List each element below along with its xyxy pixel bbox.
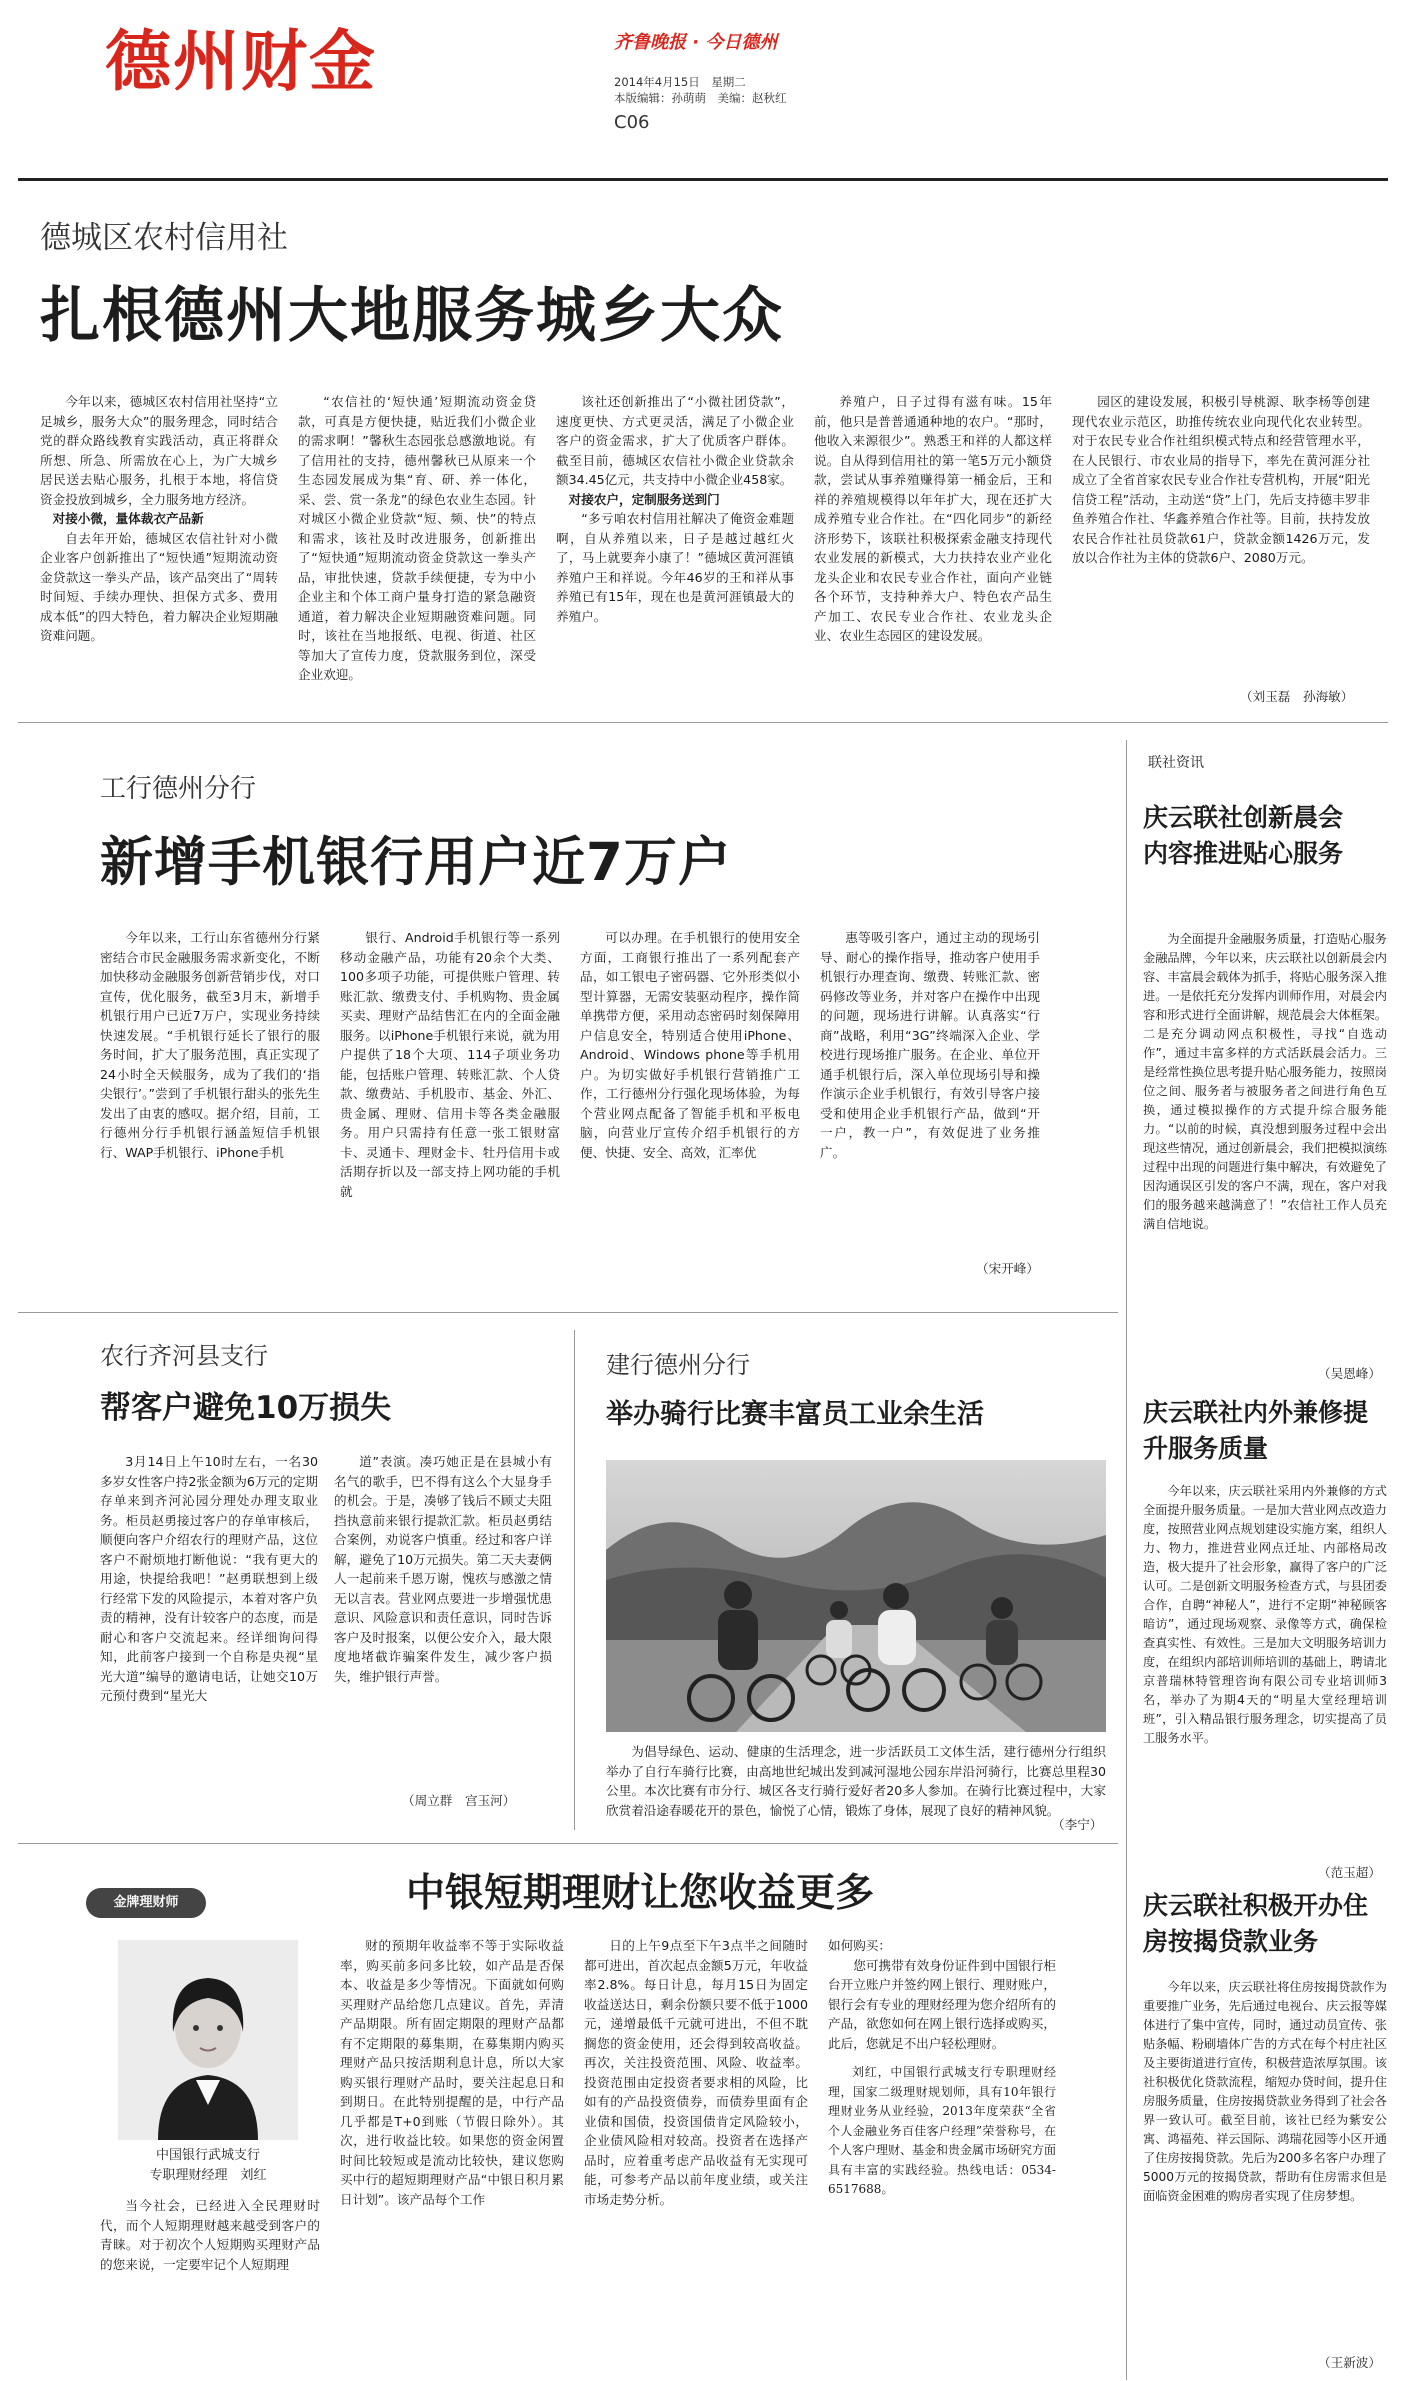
paragraph: 3月14日上午10时左右，一名30多岁女性客户持2张金额为6万元的定期存单来到齐河沁园分理处办理支取业务。柜员赵勇接过客户的存单审核后，顺便向客户介绍农行的理财产品，这位客户不耐烦地打断他说：“我有更大的用途，快提给我吧！”赵勇联想到上级行经常下发的风险提示，本着对客户负责的精神，没有计较客户的态度，而是耐心和客户交流起来。经详细询问得知，此前客户接到一个自称是央视“星光大道”编导的邀请电话，让她交10万元预付费到“星光大 (100, 1454, 318, 1703)
sidebar-item1-text (1143, 930, 1387, 1360)
paragraph: 今年以来，庆云联社将住房按揭贷款作为重要推广业务，先后通过电视台、庆云报等媒体进行了集中宣传，同时，通过动员宣传、张贴条幅、粉刷墙体广告的方式在每个村庄社区及主要街道进行宣传，积极营造浓厚氛围。该社积极优化贷款流程，缩短办贷时间，提升住房服务质量，住房按揭贷款业务得到了社会各界一致认可。截至目前，该社已经为紫安公寓、鸿福苑、祥云国际、鸿瑞花园等小区开通了住房按揭贷款。先后为200多名客户办理了5000万元的按揭贷款，帮助有住房需求但是面临资金困难的购房者实现了住房梦想。 (1143, 1980, 1387, 2203)
section-divider (18, 722, 1388, 723)
article3-column-2 (334, 1452, 552, 1788)
masthead-title: 德州财金 (105, 22, 377, 100)
section-divider (18, 1843, 1118, 1844)
article1-headline: 扎根德州大地服务城乡大众 (40, 281, 784, 351)
sidebar-item2-byline: （范玉超） (1318, 1865, 1381, 1880)
paragraph: 该社还创新推出了“小微社团贷款”，速度更快、方式更灵活，满足了小微企业客户的资金需求，扩大了优质客户群体。截至目前，德城区农信社小微企业贷款余额34.45亿元，共支持中小微企业458家。 (556, 394, 794, 487)
paragraph: “多亏咱农村信用社解决了俺资金难题啊，自从养殖以来，日子是越过越红火了，马上就要奔小康了！”德城区黄河涯镇养殖户王和祥说。今年46岁的王和祥从事养殖已有15年，现在也是黄河涯镇最大的养殖户。 (556, 511, 794, 624)
sidebar-item1-byline: （吴恩峰） (1318, 1366, 1381, 1381)
article3-kicker: 农行齐河县支行 (100, 1342, 268, 1370)
article4-kicker: 建行德州分行 (606, 1351, 750, 1379)
article1-column-3 (556, 392, 794, 708)
article2-byline: （宋开峰） (976, 1261, 1039, 1276)
planner-branch: 中国银行武城支行 (155, 2148, 260, 2163)
article2-column-4 (820, 928, 1040, 1258)
article5-column-3 (828, 1936, 1056, 2372)
masthead-rule (18, 178, 1388, 181)
article1-column-5 (1072, 392, 1370, 684)
paragraph: 为倡导绿色、运动、健康的生活理念，进一步活跃员工文体生活，建行德州分行组织举办了自行车骑行比赛，由高地世纪城出发到减河湿地公园东岸沿河骑行，比赛总里程30公里。本次比赛有市分行、城区各支行骑行爱好者20多人参加。在骑行比赛过程中，大家欣赏着沿途春暖花开的景色，愉悦了心情，锻炼了身体，展现了良好的精神风貌。 (606, 1744, 1106, 1818)
article4-headline: 举办骑行比赛丰富员工业余生活 (606, 1399, 984, 1430)
article2-kicker: 工行德州分行 (100, 774, 257, 804)
sidebar-item3-headline: 庆云联社积极开办住房按揭贷款业务 (1143, 1891, 1369, 1956)
article1-column-4 (814, 392, 1052, 708)
cycling-race-photo (606, 1460, 1106, 1732)
subheading: 对接农户，定制服务送到门 (568, 491, 720, 507)
planner-bio: 刘红，中国银行武城支行专职理财经理，国家二级理财规划师，具有10年银行理财业务从业经验，2013年度荣获“全省个人金融业务百佳客户经理”荣誉称号，在个人客户理财、基金和贵金属市场研究方面具有丰富的实践经验。热线电话：0534-6517688。 (828, 2065, 1056, 2196)
paragraph: 道”表演。凑巧她正是在县城小有名气的歌手，巴不得有这么个大显身手的机会。于是，凑够了钱后不顾丈夫阻挡执意前来银行提款汇款。柜员赵勇结合案例，劝说客户慎重。经过和客户详解，避免了10万元损失。第二天夫妻俩人一起前来千恩万谢，愧疚与感激之情无以言表。营业网点要进一步增强忧患意识、风险意识和责任意识，同时告诉客户及时报案，以便公安介入，最大限度地堵截诈骗案件发生，减少客户损失，维护银行声誉。 (334, 1454, 552, 1684)
subheading: 对接小微，量体裁衣产品新 (52, 511, 204, 526)
paragraph: 当今社会，已经进入全民理财时代，而个人短期理财越来越受到客户的青睐。对于初次个人短期购买理财产品的您来说，一定要牢记个人短期理 (100, 2198, 320, 2272)
paragraph: 可以办理。在手机银行的使用安全方面，工商银行推出了一系列配套产品，如工银电子密码器、它外形类似小型计算器，无需安装驱动程序，操作简单携带方便，采用动态密码时刻保障用户信息安全，特别适合使用iPhone、Android、Windows phone等手机用户。为切实做好手机银行营销推广工作，工行德州分行强化现场体验，为每个营业网点配备了智能手机和平板电脑，向营业厅宣传介绍手机银行的方便、快捷、安全、高效，汇率优 (580, 930, 800, 1160)
newspaper-brand: 齐鲁晚报 · 今日德州 (614, 32, 778, 53)
column-divider (574, 1330, 575, 1830)
editors-line: 本版编辑：孙萌萌 美编：赵秋红 (614, 91, 787, 105)
article2-column-2 (340, 928, 560, 1298)
gold-planner-badge: 金牌理财师 (86, 1888, 206, 1918)
article4-byline: （李宁） (1052, 1817, 1103, 1832)
article5-column-0 (100, 2196, 320, 2372)
paragraph: 您可携带有效身份证件到中国银行柜台开立账户并签约网上银行、理财账户，银行会有专业的理财经理为您介绍所有的产品，欲您如何在网上银行选择或购买，此后，您就足不出户轻松理财。 (828, 1957, 1056, 2051)
article2-headline: 新增手机银行用户近7万户 (100, 832, 732, 893)
paragraph: 财的预期年收益率不等于实际收益率，购买前多问多比较，如产品是否保本、收益是多少等情况。下面就如何购买理财产品给您几点建议。首先，弄清产品期限。所有固定期限的理财产品都有不定期限的募集期，在募集期内购买理财产品只按活期利息计息，所以大家购买银行理财产品时，要关注起息日和到期日。在此特别提醒的是，中行产品几乎都是T+0到账（节假日除外）。其次，进行收益比较。如果您的资金闲置时间比较短或是流动比较快，建议您购买中行的超短期理财产品“中银日积月累日计划”。该产品每个工作 (340, 1938, 564, 2207)
article3-headline: 帮客户避免10万损失 (100, 1390, 392, 1426)
sidebar-item2-text (1143, 1482, 1387, 1860)
planner-name: 专职理财经理 刘红 (149, 2168, 267, 2183)
planner-portrait-art (118, 1940, 298, 2140)
article5-column-2 (584, 1936, 808, 2372)
article1-column-1 (40, 392, 278, 708)
article3-byline: （周立群 宫玉河） (402, 1793, 516, 1808)
paragraph: 日的上午9点至下午3点半之间随时都可进出，首次起点金额5万元，年收益率2.8%。每日计息，每月15日为固定收益送达日，剩余份额只要不低于1000元，递增最低千元就可进出，不但不耽搁您的资金使用，还会得到较高收益。再次，关注投资范围、风险、收益率。投资范围由定投资者要求相的风险，比如有的产品投资债券，而债券里面有企业债和国债，投资国债肯定风险较小，企业债风险相对较高。投资者在选择产品时，应着重考虑产品收益有无实现可能，可参考产品以前年度业绩，或关注市场走势分析。 (584, 1938, 808, 2207)
sidebar-divider (1126, 740, 1127, 2380)
article2-column-3 (580, 928, 800, 1298)
cycling-race-photo-art (606, 1460, 1106, 1732)
paragraph: 为全面提升金融服务质量，打造贴心服务金融品牌，今年以来，庆云联社以创新晨会内容、丰富晨会载体为抓手，将贴心服务深入推进。一是依托充分发挥内训师作用，对晨会内容和形式进行全面讲解，规范晨会大体框架。二是充分调动网点积极性，寻找“自选动作”，通过丰富多样的方式活跃晨会活力。三是经常性换位思考提升贴心服务能力，按照岗位之间、服务者与被服务者之间进行角色互换，通过模拟操作的方式提升综合服务能力。“以前的时候，真没想到服务过程中会出现这些情况，通过创新晨会，我们把模拟演练过程中出现的问题进行集中解决，有效避免了因沟通误区引发的客户不满，现在，客户对我们的服务越来越满意了！”农信社工作人员充满自信地说。 (1143, 932, 1387, 1231)
article5-column-1 (340, 1936, 564, 2372)
article2-column-1 (100, 928, 320, 1298)
article4-caption (606, 1742, 1106, 1824)
article5-headline: 中银短期理财让您收益更多 (406, 1871, 875, 1916)
paragraph: 今年以来，庆云联社采用内外兼修的方式全面提升服务质量。一是加大营业网点改造力度，按照营业网点规划建设实施方案，组织人力、物力，推进营业网点迁址、内部格局改造，极大提升了社会形象，赢得了客户的广泛认可。二是创新文明服务检查方式，与县团委合作，自聘“神秘人”，进行不定期“神秘顾客暗访”，通过现场观察、录像等方式，确保检查真实性、有效性。三是加大文明服务培训力度，在组织内部培训师培训的基础上，聘请北京普瑞林特管理咨询有限公司专业培训师3名，举办了为期4天的“明星大堂经理培训班”，引入精品银行服务理念，切实提高了员工服务水平。 (1143, 1484, 1387, 1745)
paragraph: 自去年开始，德城区农信社针对小微企业客户创新推出了“短快通”短期流动资金贷款这一拳头产品，该产品突出了“周转时间短、手续办理快、担保方式多、费用成本低”的四大特色，着力解决企业短期融资难问题。 (40, 530, 278, 643)
paragraph: 今年以来，德城区农村信用社坚持“立足城乡，服务大众”的服务理念，同时结合党的群众路线教育实践活动，真正将群众所想、所急、所需放在心上，为广大城乡居民送去贴心服务，扎根于本地，将信贷资金投放到城乡，全力服务地方经济。 (40, 394, 278, 507)
planner-caption (96, 2146, 320, 2186)
paragraph: 银行、Android手机银行等一系列移动金融产品，功能有20余个大类、100多项子功能，可提供账户管理、转账汇款、缴费支付、手机购物、贵金属买卖、理财产品结售汇在内的全面金融服务。以iPhone手机银行来说，就为用户提供了18个大项、114子项业务功能，包括账户管理、转账汇款、个人贷款、缴费站、手机股市、基金、外汇、贵金属、理财、信用卡等各类金融服务。用户只需持有任意一张工银财富卡、灵通卡、理财金卡、牡丹信用卡或活期存折以及一部支持上网功能的手机就 (340, 930, 560, 1199)
page-number: C06 (614, 112, 650, 133)
dateline (614, 74, 787, 106)
sidebar-label: 联社资讯 (1148, 755, 1204, 771)
sidebar-item1-headline: 庆云联社创新晨会内容推进贴心服务 (1143, 803, 1344, 868)
paragraph: 今年以来，工行山东省德州分行紧密结合市民金融服务需求新变化，不断加快移动金融服务创新营销步伐，对口宣传，优化服务，截至3月末，新增手机银行用户已近7万户，实现业务持续快速发展。“手机银行延长了银行的服务时间，扩大了服务范围，真正实现了24小时全天候服务，成为了我们的‘指尖银行’。”尝到了手机银行甜头的张先生发出了由衷的感叹。据介绍，目前，工行德州分行手机银行涵盖短信手机银行、WAP手机银行、iPhone手机 (100, 930, 320, 1160)
sidebar-item2-headline: 庆云联社内外兼修提升服务质量 (1143, 1398, 1369, 1463)
sidebar-item3-byline: （王新波） (1318, 2355, 1381, 2370)
planner-portrait (118, 1940, 298, 2140)
paragraph: “农信社的‘短快通’短期流动资金贷款，可真是方便快捷，贴近我们小微企业的需求啊！”馨秋生态园张总感激地说。有了信用社的支持，德州馨秋已从原来一个生态园发展成为集“育、研、养一体化，采、尝、赏一条龙”的绿色农业生态园。针对城区小微企业贷款“短、频、快”的特点和需求，该社及时改进服务，创新推出了“短快通”短期流动资金贷款这一拳头产品，审批快速，贷款手续便捷，专为中小企业主和个体工商户量身打造的紧急融资通道，着力解决企业短期融资难问题。同时，该社在当地报纸、电视、街道、社区等加大了宣传力度，贷款服务到位，深受企业欢迎。 (298, 394, 536, 682)
sidebar-item3-text (1143, 1978, 1387, 2350)
article3-column-1 (100, 1452, 318, 1810)
paragraph: 园区的建设发展，积极引导桃源、耿李杨等创建现代农业示范区，助推传统农业向现代化农业转型。对于农民专业合作社组织模式特点和经营管理水平，在人民银行、市农业局的指导下，率先在黄河涯分社成立了全省首家农民专业合作社专营机构，开展“阳光信贷工程”活动，主动送“贷”上门，先后支持德丰罗非鱼养殖合作社、华鑫养殖合作社等。目前，扶持发放农民合作社社员贷款61户，贷款金额1426万元，发放以合作社为主体的贷款6户、2080万元。 (1072, 394, 1370, 565)
paragraph: 如何购买： (828, 1938, 891, 1953)
issue-date: 2014年4月15日 星期二 (614, 75, 746, 89)
article1-kicker: 德城区农村信用社 (40, 220, 288, 256)
paragraph: 惠等吸引客户，通过主动的现场引导、耐心的操作指导，推动客户使用手机银行办理查询、缴费、转账汇款、密码修改等业务，并对客户在操作中出现的问题，现场进行讲解。认真落实“行商”战略，利用“3G”终端深入企业、学校进行现场推广服务。在企业、单位开通手机银行后，深入单位现场引导和操作演示企业手机银行，有效引导客户接受和使用企业手机银行产品，做到“开一户，教一户”，有效促进了业务推广。 (820, 930, 1040, 1160)
section-divider (18, 1312, 1118, 1313)
article1-column-2 (298, 392, 536, 708)
paragraph: 养殖户，日子过得有滋有味。15年前，他只是普普通通种地的农户。“那时，他收入来源很少”。熟悉王和祥的人都这样说。自从得到信用社的第一笔5万元小额贷款，尝试从事养殖赚得第一桶金后，王和祥的养殖规模得以年年扩大，现在还扩大成养殖专业合作社。在“四化同步”的新经济形势下，该联社积极探索金融支持现代农业发展的新模式，大力扶持农业产业化龙头企业和农民专业合作社，面向产业链各个环节，支持种养大户、特色农产品生产加工、农民专业合作社、农业龙头企业、农业生态园区的建设发展。 (814, 394, 1052, 643)
article1-byline: （刘玉磊 孙海敏） (1240, 689, 1354, 704)
